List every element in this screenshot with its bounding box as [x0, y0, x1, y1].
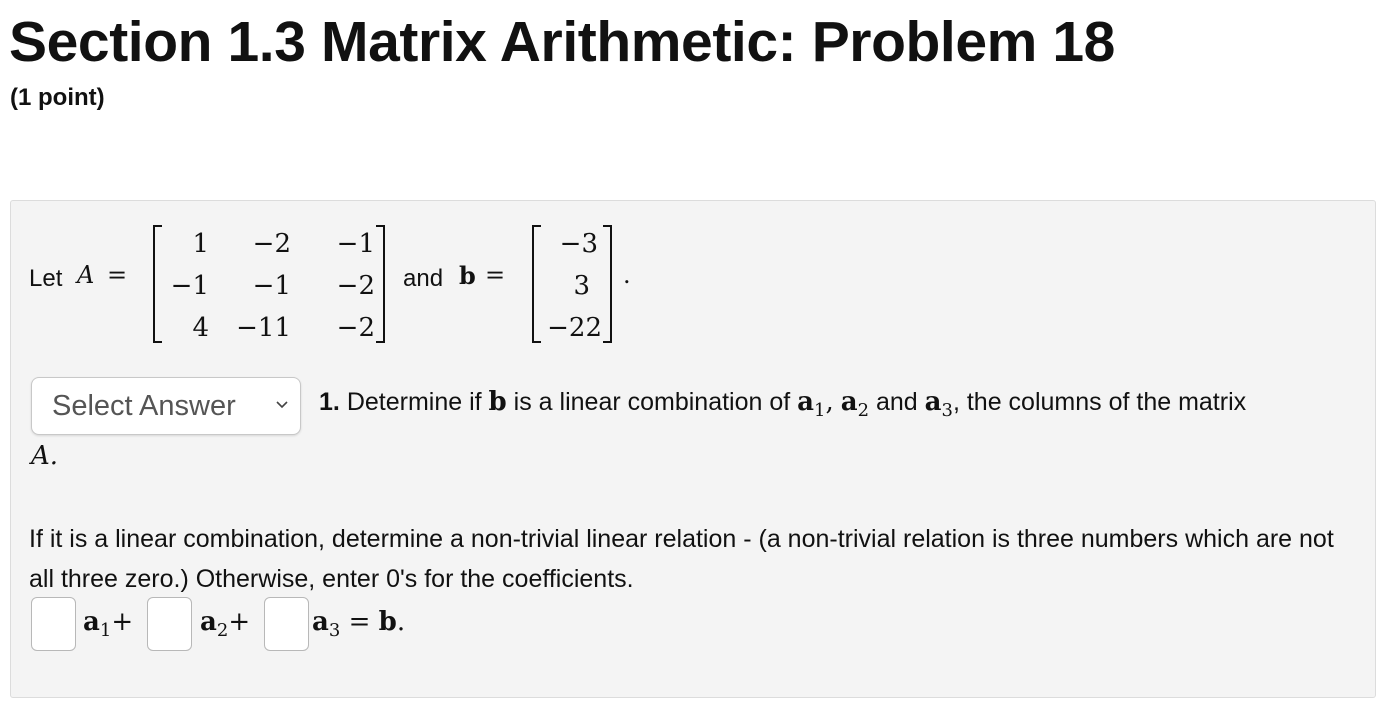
- vector-b-symbol: b: [378, 607, 397, 637]
- question-text: Determine if: [346, 388, 482, 416]
- vector-a: a: [200, 607, 217, 637]
- subscript: 3: [328, 620, 341, 642]
- matrix-cell: −1: [252, 271, 291, 301]
- comma: ,: [825, 387, 834, 417]
- matrix-cell: 1: [192, 229, 209, 259]
- question-text: , the columns of the matrix: [952, 388, 1247, 416]
- subscript: 2: [216, 620, 229, 642]
- vector-a3: a: [924, 387, 942, 417]
- matrix-A: [153, 225, 385, 343]
- left-bracket: [532, 225, 541, 343]
- period: .: [396, 607, 406, 637]
- vector-cell: −3: [559, 229, 598, 259]
- matrix-A-tail: A.: [31, 441, 59, 471]
- and-label: and: [403, 265, 444, 292]
- page-title: Section 1.3 Matrix Arithmetic: Problem 18: [9, 10, 1115, 74]
- vector-b: [532, 225, 612, 343]
- subscript: 2: [857, 400, 870, 421]
- vector-a1: a: [797, 387, 815, 417]
- a1-term: [83, 607, 133, 641]
- vector-b-symbol: b: [459, 261, 476, 290]
- right-bracket: [376, 225, 385, 343]
- a2-term: [200, 607, 250, 641]
- subscript: 1: [99, 620, 112, 642]
- question-text: is a linear combination of: [513, 388, 791, 416]
- vector-a: a: [312, 607, 329, 637]
- points-label: (1 point): [10, 84, 105, 111]
- matrix-cell: −11: [236, 313, 291, 343]
- matrix-cell: −1: [336, 229, 375, 259]
- left-bracket: [153, 225, 162, 343]
- subscript: 1: [814, 400, 826, 421]
- coefficient-1-input[interactable]: [31, 597, 76, 651]
- question-number: 1.: [319, 388, 340, 416]
- question-2-text: If it is a linear combination, determine a non-trivial linear relation - (a non-trivial relation is three numbers which are not all three zero.) Otherwise, enter 0's for the coefficients.: [29, 525, 1334, 593]
- matrix-A-symbol: A: [77, 261, 95, 289]
- plus-sign: +: [111, 607, 134, 637]
- chevron-down-icon: [276, 398, 288, 410]
- period: .: [623, 261, 631, 289]
- matrix-cell: −1: [170, 271, 209, 301]
- problem-panel: [10, 200, 1376, 698]
- equals-sign: =: [485, 261, 506, 289]
- subscript: 3: [941, 400, 953, 421]
- vector-a: a: [83, 607, 100, 637]
- answer-select[interactable]: [31, 377, 301, 435]
- a3-term: [312, 607, 405, 641]
- coefficient-3-input[interactable]: [264, 597, 309, 651]
- and-label: and: [875, 388, 918, 416]
- let-label: Let: [29, 265, 63, 292]
- matrix-cell: −2: [336, 271, 375, 301]
- vector-b-symbol: b: [488, 387, 507, 417]
- select-value: Select Answer: [52, 390, 236, 422]
- question-1-text: [319, 387, 1246, 421]
- matrix-cell: −2: [336, 313, 375, 343]
- matrix-cell: −2: [252, 229, 291, 259]
- plus-sign: +: [228, 607, 251, 637]
- right-bracket: [603, 225, 612, 343]
- equals-sign: =: [107, 261, 128, 289]
- vector-cell: 3: [573, 271, 590, 301]
- vector-cell: −22: [547, 313, 602, 343]
- matrix-cell: 4: [192, 313, 209, 343]
- coefficient-2-input[interactable]: [147, 597, 192, 651]
- equals-sign: =: [348, 607, 371, 637]
- vector-a2: a: [840, 387, 858, 417]
